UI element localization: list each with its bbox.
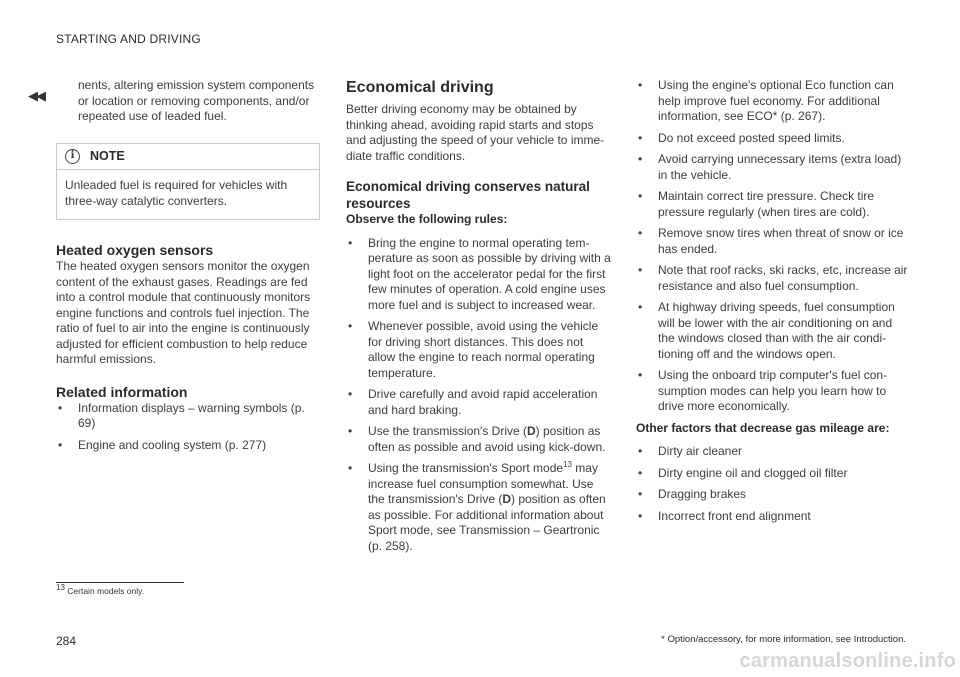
column-left <box>56 78 320 459</box>
rules-list <box>346 236 612 555</box>
related-information-list <box>56 401 320 454</box>
list-item: • Do not exceed posted speed limits. <box>638 130 845 145</box>
footnote <box>56 583 145 596</box>
note-title: NOTE <box>90 148 125 163</box>
economical-driving-intro: Better driving economy may be obtained by thinking ahead, avoiding rapid starts and stops and adjusting the speed of your vehicle to imme-diate traffic conditions. <box>346 102 605 163</box>
related-link[interactable]: • Information displays – warning symbols (p. 69) <box>58 400 305 430</box>
list-item: • Using the engine's optional Eco function can help improve fuel economy. For additional information, see ECO* (p. 267). <box>638 78 894 123</box>
list-item: • Dirty engine oil and clogged oil filter <box>638 465 848 480</box>
heated-oxygen-sensors-text: The heated oxygen sensors monitor the oxygen content of the exhaust gases. Readings are fed into a control module that continuously monitors engine functions and controls fuel injection. The ratio of fuel to air into the engine is continuously adjusted for efficient combustion to help reduce harmful emissions. <box>56 259 311 366</box>
info-icon: i <box>65 149 80 164</box>
conserves-resources-heading: Economical driving conserves natural resources <box>346 179 590 211</box>
option-accessory-note: * Option/accessory, for more information, see Introduction. <box>661 634 906 645</box>
column-right <box>636 78 908 530</box>
tips-list <box>636 78 908 415</box>
list-item: • Maintain correct tire pressure. Check tire pressure regularly (when tires are cold). <box>638 189 875 219</box>
page-header: STARTING AND DRIVING <box>56 32 201 46</box>
list-item: • Note that roof racks, ski racks, etc, increase air resistance and also fuel consumption. <box>638 263 908 293</box>
list-item: • Drive carefully and avoid rapid acceleration and hard braking. <box>348 387 598 417</box>
list-item: • Remove snow tires when threat of snow or ice has ended. <box>638 226 904 256</box>
note-header <box>57 144 319 171</box>
footnote-divider <box>56 582 184 583</box>
list-item: • Using the onboard trip computer's fuel con-sumption modes can help you learn how to drive more economically. <box>638 368 888 413</box>
list-item: • Bring the engine to normal operating tem-perature as soon as possible by driving with a light foot on the accelerator pedal for the first few minutes of operation. A cold engine uses more fuel and is subject to increased wear. <box>348 235 611 312</box>
related-link[interactable]: • Engine and cooling system (p. 277) <box>58 437 267 452</box>
related-information-heading: Related information <box>56 383 188 400</box>
list-item: • At highway driving speeds, fuel consumption will be lower with the air conditioning on and the windows closed than with the air condi-tioning off and the windows open. <box>638 300 895 361</box>
note-box <box>56 143 320 221</box>
footnote-number: 13 <box>56 583 65 593</box>
list-item: • Using the transmission's Sport mode$^{13}$ may increase fuel consumption somewhat. Use the transmission's Drive (D) position as often as possible. For additional information about Sport mode, see Transmission – Geartronic (p. 258). <box>348 460 606 553</box>
other-factors-label: Other factors that decrease gas mileage are: <box>636 420 890 435</box>
continued-paragraph: nents, altering emission system components or location or removing components, and/or repeated use of leaded fuel. <box>78 78 315 123</box>
footnote-text: Certain models only. <box>64 586 145 596</box>
economical-driving-heading: Economical driving <box>346 79 494 96</box>
page-number: 284 <box>56 634 77 648</box>
note-body: Unleaded fuel is required for vehicles with three-way catalytic converters. <box>65 178 288 208</box>
footnote-ref[interactable]: 13 <box>563 460 572 469</box>
list-item: • Use the transmission's Drive (D) position as often as possible and avoid using kick-down. <box>348 424 606 454</box>
list-item: • Avoid carrying unnecessary items (extra load) in the vehicle. <box>638 152 902 182</box>
rules-label: Observe the following rules: <box>346 212 508 226</box>
list-item: • Dragging brakes <box>638 487 747 501</box>
column-middle <box>346 78 612 560</box>
watermark: carmanualsonline.info <box>739 650 956 672</box>
list-item: • Dirty air cleaner <box>638 444 743 458</box>
back-arrows-icon[interactable]: ◀◀ <box>28 88 44 103</box>
other-factors-list <box>636 444 908 524</box>
heated-oxygen-sensors-heading: Heated oxygen sensors <box>56 242 214 258</box>
list-item: • Incorrect front end alignment <box>638 508 811 523</box>
list-item: • Whenever possible, avoid using the vehicle for driving short distances. This does not allow the engine to reach normal operating temperature. <box>348 319 599 380</box>
